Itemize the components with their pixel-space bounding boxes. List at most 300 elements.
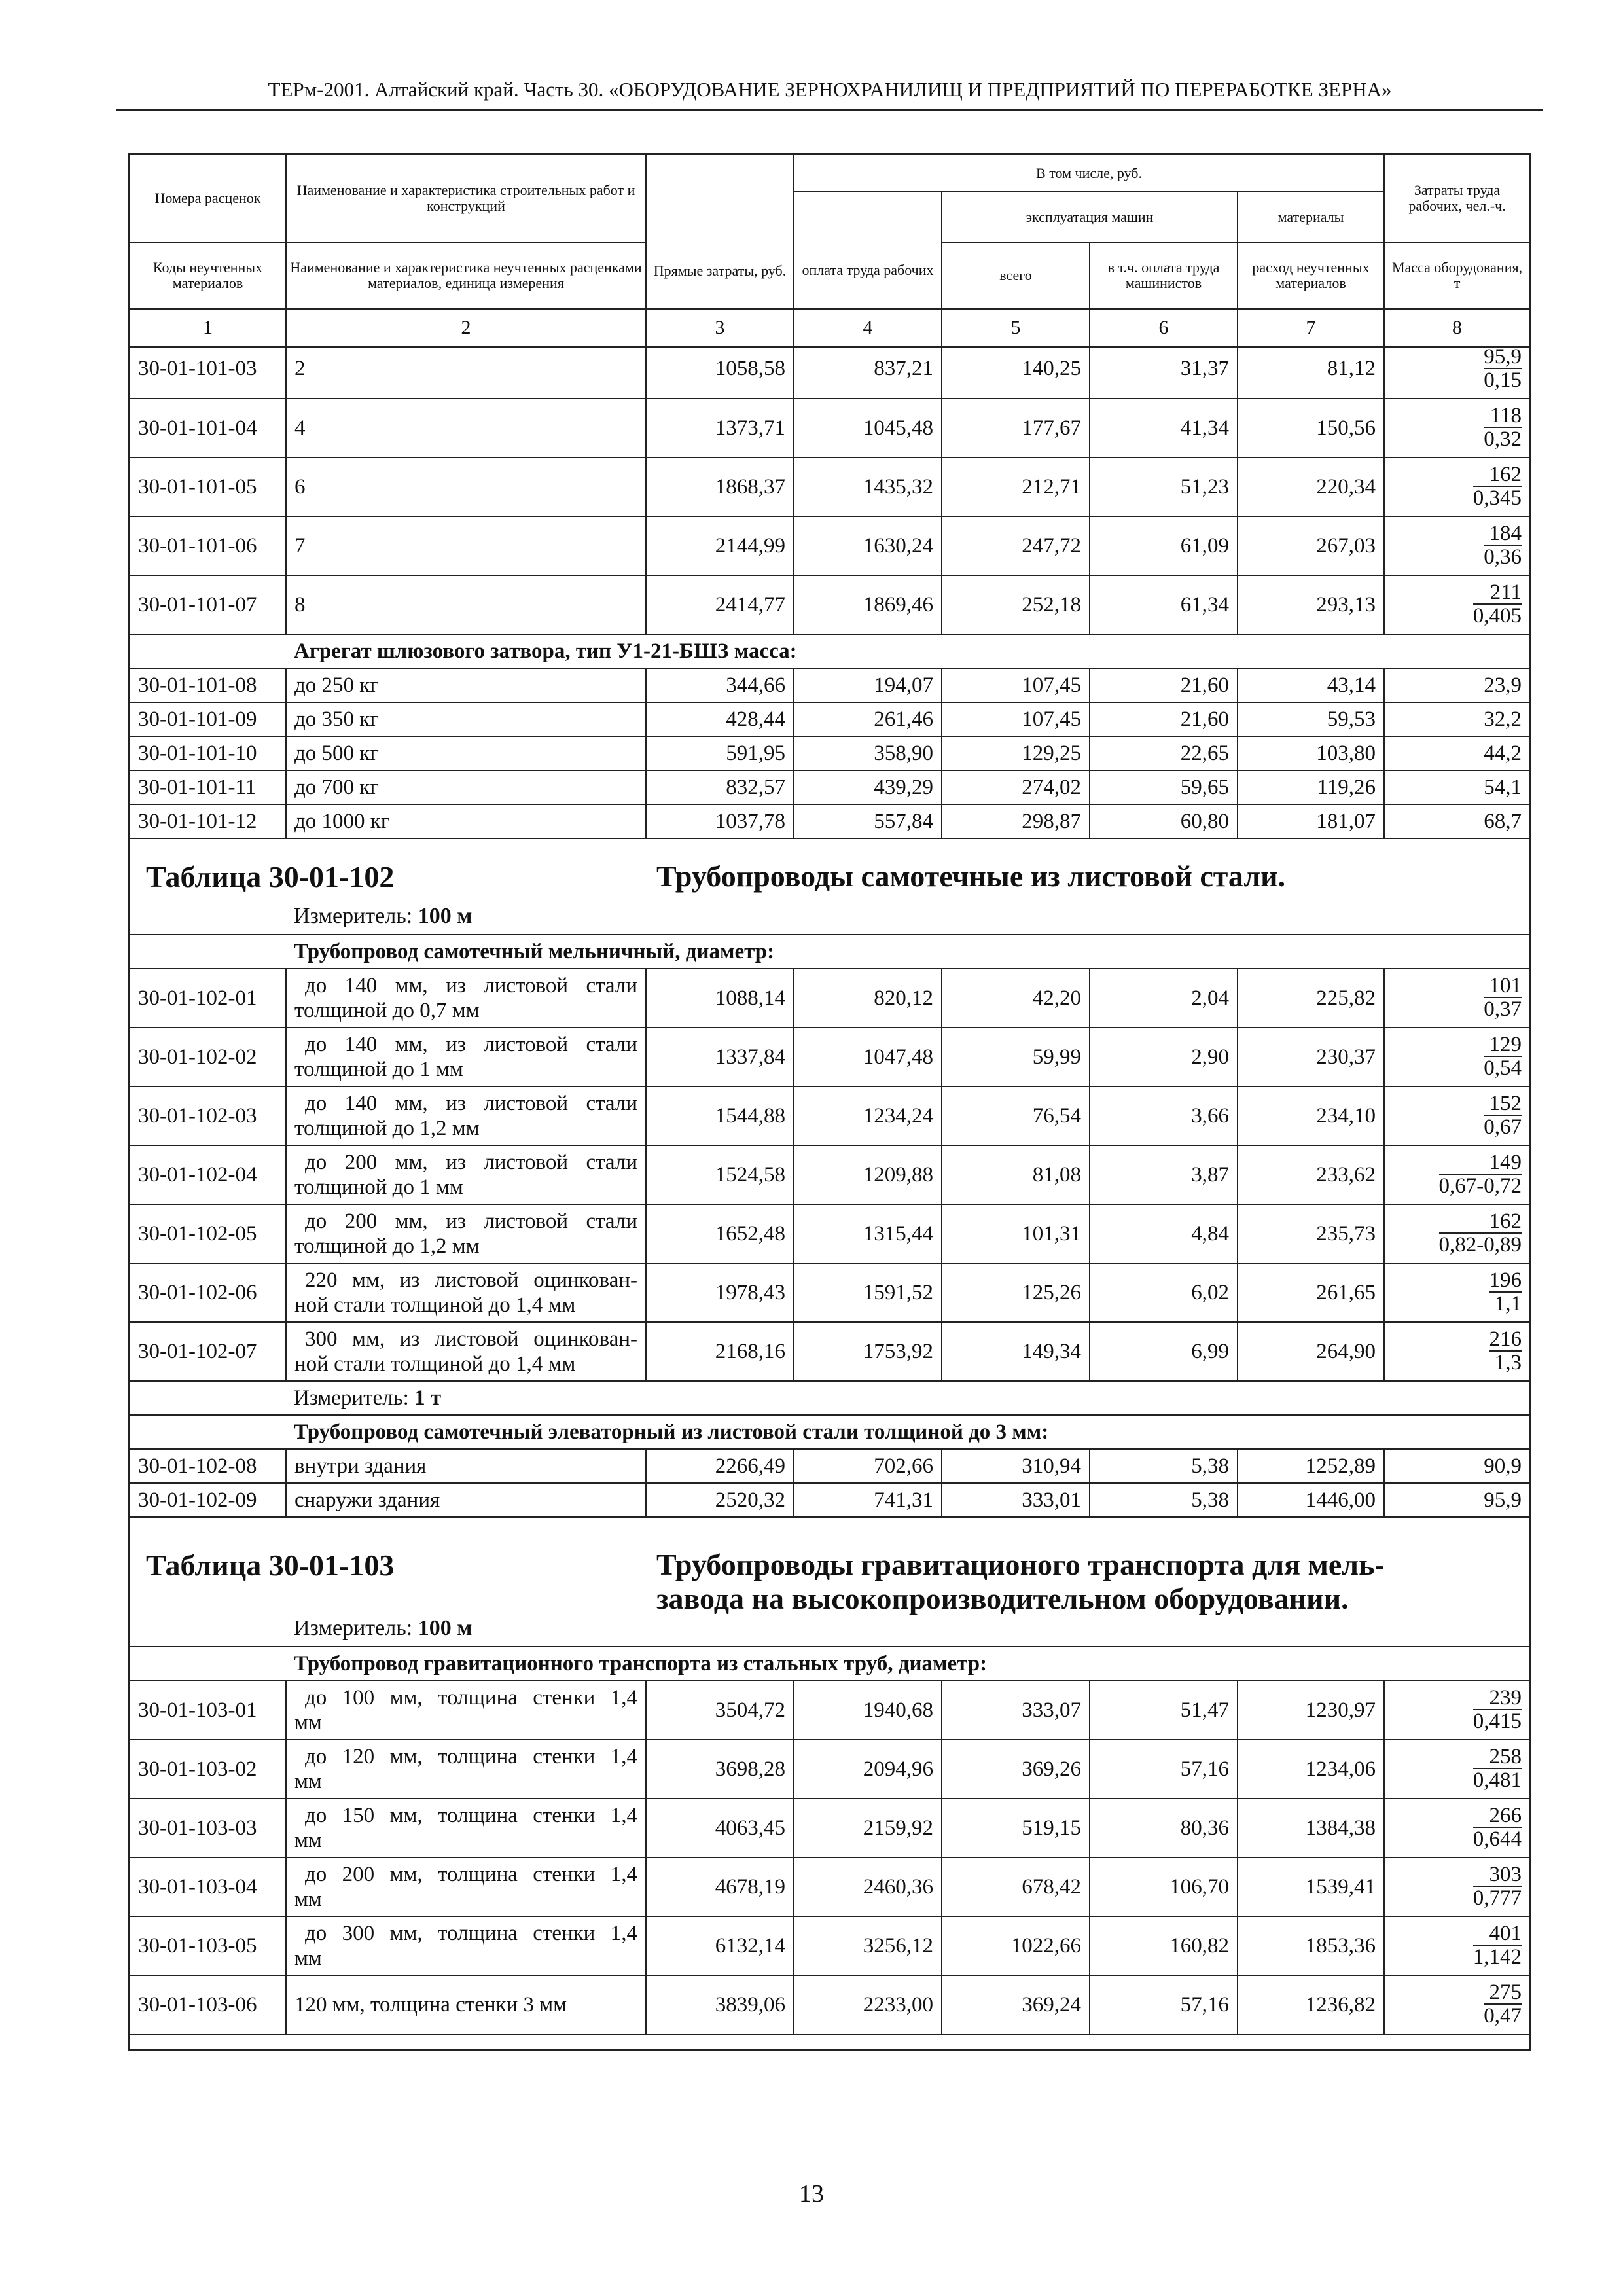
- labor-cost-mass-cell: [1384, 457, 1529, 516]
- table-30-01-101-rows: [130, 340, 1529, 839]
- labor-cost-value: 149: [1439, 1151, 1522, 1175]
- direct-cost-cell: 344,66: [646, 668, 794, 702]
- labor-cost-mass-cell: [1384, 1975, 1529, 2034]
- work-name-cell: [286, 1916, 646, 1975]
- labor-cost-value: 266: [1473, 1804, 1522, 1828]
- work-name-line: до 140 мм, из листовой стали: [305, 1033, 637, 1056]
- machines-total-cell: 369,24: [942, 1975, 1090, 2034]
- measure-label: Измеритель:: [294, 1616, 413, 1640]
- machinist-pay-cell: 5,38: [1090, 1449, 1238, 1483]
- labor-cost-mass-cell: [1384, 1916, 1529, 1975]
- labor-cost-value: 196: [1489, 1268, 1522, 1292]
- machinist-pay-cell: 160,82: [1090, 1916, 1238, 1975]
- table-row: [130, 1086, 1529, 1145]
- col-code-header: Номера расценок: [130, 155, 286, 242]
- machinist-pay-cell: 80,36: [1090, 1799, 1238, 1857]
- table-row: [130, 1975, 1529, 2034]
- col-number: 3: [646, 309, 794, 347]
- direct-cost-cell: 1037,78: [646, 804, 794, 838]
- rate-code-cell: 30-01-101-10: [130, 736, 286, 770]
- measure-label: Измеритель:: [294, 1386, 409, 1410]
- mass-value: 0,405: [1472, 604, 1522, 628]
- work-name-cell: до 700 кг: [286, 770, 646, 804]
- labor-pay-cell: 2094,96: [794, 1740, 942, 1799]
- work-name-cell: 120 мм, толщина стенки 3 мм: [286, 1975, 646, 2034]
- fraction-value: [1484, 346, 1522, 391]
- direct-cost-cell: 2414,77: [646, 575, 794, 634]
- machines-total-cell: 1022,66: [942, 1916, 1090, 1975]
- rate-code-cell: 30-01-103-06: [130, 1975, 286, 2034]
- fraction-value: [1484, 1092, 1522, 1138]
- work-name-line: мм: [294, 1770, 322, 1793]
- direct-cost-cell: 4678,19: [646, 1857, 794, 1916]
- table-row: [130, 935, 1529, 969]
- mass-value: 0,82-0,89: [1438, 1233, 1522, 1257]
- labor-cost-mass-cell: [1384, 1145, 1529, 1204]
- direct-cost-cell: 1652,48: [646, 1204, 794, 1263]
- work-name-line: мм: [294, 1946, 322, 1970]
- machinist-pay-cell: 5,38: [1090, 1483, 1238, 1517]
- direct-cost-cell: 832,57: [646, 770, 794, 804]
- materials-cell: 1446,00: [1238, 1483, 1384, 1517]
- rate-code-cell: 30-01-103-05: [130, 1916, 286, 1975]
- direct-cost-cell: 2168,16: [646, 1322, 794, 1381]
- fraction-value: [1439, 1210, 1522, 1256]
- labor-cost-cell: 23,9: [1384, 668, 1529, 702]
- labor-pay-cell: 1591,52: [794, 1263, 942, 1322]
- work-name-cell: до 500 кг: [286, 736, 646, 770]
- machinist-pay-cell: 51,23: [1090, 457, 1238, 516]
- labor-pay-cell: 1047,48: [794, 1028, 942, 1086]
- labor-pay-cell: 439,29: [794, 770, 942, 804]
- work-name-line: ной стали толщиной до 1,4 мм: [294, 1352, 576, 1376]
- mass-value: 1,142: [1472, 1945, 1522, 1969]
- rate-code-cell: 30-01-103-02: [130, 1740, 286, 1799]
- labor-cost-mass-cell: [1384, 1740, 1529, 1799]
- materials-cell: 1853,36: [1238, 1916, 1384, 1975]
- labor-cost-cell: 90,9: [1384, 1449, 1529, 1483]
- machinist-pay-cell: 31,37: [1090, 340, 1238, 399]
- measure-unit: [294, 904, 472, 929]
- measure-label: Измеритель:: [294, 904, 413, 928]
- col-name-header: Наименование и характеристика строительных работ и конструкций: [286, 155, 646, 242]
- materials-cell: 81,12: [1238, 340, 1384, 399]
- measure-value: 1 т: [414, 1386, 442, 1410]
- page-header: ТЕРм-2001. Алтайский край. Часть 30. «ОБОРУДОВАНИЕ ЗЕРНОХРАНИЛИЩ И ПРЕДПРИЯТИЙ ПО ПЕРЕРАБОТКЕ ЗЕРНА»: [116, 71, 1543, 111]
- fraction-value: [1489, 1269, 1522, 1315]
- machines-total-cell: 101,31: [942, 1204, 1090, 1263]
- machinist-pay-cell: 61,09: [1090, 516, 1238, 575]
- labor-cost-value: 152: [1484, 1092, 1522, 1116]
- labor-pay-cell: 194,07: [794, 668, 942, 702]
- rate-code-cell: 30-01-101-05: [130, 457, 286, 516]
- rate-code-cell: 30-01-102-08: [130, 1449, 286, 1483]
- labor-cost-mass-cell: [1384, 969, 1529, 1028]
- work-name-cell: [286, 1857, 646, 1916]
- work-name-line: 300 мм, из листовой оцинкован-: [305, 1327, 637, 1351]
- labor-cost-mass-cell: [1384, 1204, 1529, 1263]
- machines-total-cell: 107,45: [942, 668, 1090, 702]
- direct-cost-cell: 1868,37: [646, 457, 794, 516]
- rate-code-cell: 30-01-102-03: [130, 1086, 286, 1145]
- labor-cost-value: 95,9: [1484, 344, 1522, 368]
- labor-cost-mass-cell: [1384, 1028, 1529, 1086]
- work-name-cell: [286, 1263, 646, 1322]
- materials-cell: 225,82: [1238, 969, 1384, 1028]
- col-labor-header: [794, 192, 942, 309]
- rate-code-cell: 30-01-102-09: [130, 1483, 286, 1517]
- labor-pay-cell: 820,12: [794, 969, 942, 1028]
- work-name-line: до 140 мм, из листовой стали: [305, 1092, 637, 1115]
- machines-total-cell: 59,99: [942, 1028, 1090, 1086]
- rate-code-cell: 30-01-101-09: [130, 702, 286, 736]
- section-spacer-cell: [130, 634, 286, 668]
- work-name-line: толщиной до 1,2 мм: [294, 1234, 480, 1258]
- machines-total-cell: 81,08: [942, 1145, 1090, 1204]
- section-title: Трубопровод гравитационного транспорта из стальных труб, диаметр:: [286, 1647, 1529, 1681]
- table-row: [130, 770, 1529, 804]
- col-number: 8: [1384, 309, 1529, 347]
- machinist-pay-cell: 59,65: [1090, 770, 1238, 804]
- col-labor-label: оплата труда рабочих: [802, 261, 934, 278]
- work-name-cell: [286, 1086, 646, 1145]
- mass-value: 0,67: [1484, 1115, 1522, 1139]
- col-materials-header: материалы: [1238, 192, 1384, 242]
- table-row: [130, 1916, 1529, 1975]
- materials-cell: 220,34: [1238, 457, 1384, 516]
- col-incl-header: В том числе, руб.: [794, 155, 1384, 192]
- fraction-value: [1473, 1922, 1522, 1968]
- direct-cost-cell: 1373,71: [646, 399, 794, 457]
- direct-cost-cell: 4063,45: [646, 1799, 794, 1857]
- mass-value: 0,15: [1484, 368, 1522, 392]
- fraction-value: [1473, 1863, 1522, 1909]
- section-title: Трубопровод самотечный мельничный, диаметр:: [286, 935, 1529, 969]
- mass-value: 0,36: [1484, 545, 1522, 569]
- direct-cost-cell: 1544,88: [646, 1086, 794, 1145]
- labor-cost-value: 239: [1473, 1687, 1522, 1710]
- machines-total-cell: 149,34: [942, 1322, 1090, 1381]
- labor-pay-cell: 1630,24: [794, 516, 942, 575]
- machines-total-cell: 76,54: [942, 1086, 1090, 1145]
- work-name-cell: до 250 кг: [286, 668, 646, 702]
- labor-pay-cell: 1869,46: [794, 575, 942, 634]
- labor-cost-mass-cell: [1384, 1263, 1529, 1322]
- direct-cost-cell: 2266,49: [646, 1449, 794, 1483]
- rate-code-cell: 30-01-102-01: [130, 969, 286, 1028]
- machines-total-cell: 42,20: [942, 969, 1090, 1028]
- machinist-pay-cell: 3,66: [1090, 1086, 1238, 1145]
- table-title: [656, 1548, 1385, 1616]
- labor-pay-cell: 1234,24: [794, 1086, 942, 1145]
- table-row: [130, 1322, 1529, 1381]
- table-row: [130, 668, 1529, 702]
- col-machines-header: эксплуатация машин: [942, 192, 1238, 242]
- mass-value: 0,32: [1484, 427, 1522, 451]
- materials-cell: 267,03: [1238, 516, 1384, 575]
- col-number: 4: [794, 309, 942, 347]
- labor-pay-cell: 1045,48: [794, 399, 942, 457]
- labor-pay-cell: 2233,00: [794, 1975, 942, 2034]
- table-row: [130, 1204, 1529, 1263]
- labor-pay-cell: 741,31: [794, 1483, 942, 1517]
- materials-cell: 43,14: [1238, 668, 1384, 702]
- materials-cell: 230,37: [1238, 1028, 1384, 1086]
- machines-total-cell: 678,42: [942, 1857, 1090, 1916]
- labor-pay-cell: 837,21: [794, 340, 942, 399]
- work-name-cell: [286, 1799, 646, 1857]
- table-row: [130, 575, 1529, 634]
- table-row: [130, 1483, 1529, 1517]
- machines-total-cell: 247,72: [942, 516, 1090, 575]
- machines-total-cell: 298,87: [942, 804, 1090, 838]
- work-name-cell: внутри здания: [286, 1449, 646, 1483]
- table-row: [130, 1857, 1529, 1916]
- mass-value: 0,47: [1484, 2004, 1522, 2028]
- labor-pay-cell: 1315,44: [794, 1204, 942, 1263]
- col-name2-header: Наименование и характеристика неучтенных расценками материалов, единица измерения: [286, 242, 646, 309]
- col-direct-label: Прямые затраты, руб.: [653, 262, 787, 279]
- table-row: [130, 1740, 1529, 1799]
- materials-cell: 1236,82: [1238, 1975, 1384, 2034]
- fraction-value: [1439, 1151, 1522, 1197]
- materials-cell: 233,62: [1238, 1145, 1384, 1204]
- fraction-value: [1484, 404, 1522, 450]
- materials-cell: 181,07: [1238, 804, 1384, 838]
- direct-cost-cell: 3698,28: [646, 1740, 794, 1799]
- col-direct-header: [646, 155, 794, 309]
- work-name-line: до 150 мм, толщина стенки 1,4: [305, 1804, 637, 1827]
- labor-cost-mass-cell: [1384, 1681, 1529, 1740]
- rate-code-cell: 30-01-101-06: [130, 516, 286, 575]
- col-mach-labor-header: в т.ч. оплата труда машинистов: [1090, 242, 1238, 309]
- work-name-line: до 200 мм, из листовой стали: [305, 1151, 637, 1174]
- work-name-line: до 200 мм, из листовой стали: [305, 1210, 637, 1233]
- rates-document-frame: [128, 153, 1531, 2051]
- labor-cost-mass-cell: [1384, 1322, 1529, 1381]
- work-name-line: до 300 мм, толщина стенки 1,4: [305, 1922, 637, 1945]
- table-row: [130, 969, 1529, 1028]
- labor-cost-value: 129: [1484, 1033, 1522, 1057]
- direct-cost-cell: 3504,72: [646, 1681, 794, 1740]
- direct-cost-cell: 1058,58: [646, 340, 794, 399]
- machines-total-cell: 333,01: [942, 1483, 1090, 1517]
- section-spacer-cell: [130, 1647, 286, 1681]
- labor-pay-cell: 358,90: [794, 736, 942, 770]
- col-total-header: всего: [942, 242, 1090, 309]
- fraction-value: [1473, 1804, 1522, 1850]
- work-name-cell: до 350 кг: [286, 702, 646, 736]
- direct-cost-cell: 1337,84: [646, 1028, 794, 1086]
- materials-cell: 59,53: [1238, 702, 1384, 736]
- rate-code-cell: 30-01-103-03: [130, 1799, 286, 1857]
- materials-cell: 1230,97: [1238, 1681, 1384, 1740]
- work-name-line: до 120 мм, толщина стенки 1,4: [305, 1745, 637, 1768]
- work-name-cell: [286, 1204, 646, 1263]
- work-name-cell: [286, 1740, 646, 1799]
- table-row: [130, 516, 1529, 575]
- work-name-line: мм: [294, 1888, 322, 1911]
- work-name-cell: 2: [286, 340, 646, 399]
- direct-cost-cell: 1978,43: [646, 1263, 794, 1322]
- table-title: Трубопроводы самотечные из листовой стали.: [656, 859, 1286, 893]
- machinist-pay-cell: 4,84: [1090, 1204, 1238, 1263]
- machinist-pay-cell: 6,02: [1090, 1263, 1238, 1322]
- table-title-line: завода на высокопроизводительном оборудовании.: [656, 1582, 1349, 1615]
- work-name-line: 220 мм, из листовой оцинкован-: [305, 1268, 637, 1292]
- section-title: Агрегат шлюзового затвора, тип У1-21-БШЗ масса:: [286, 634, 1529, 668]
- work-name-line: мм: [294, 1829, 322, 1852]
- mass-value: 1,1: [1494, 1292, 1522, 1316]
- work-name-cell: [286, 1681, 646, 1740]
- labor-pay-cell: 1940,68: [794, 1681, 942, 1740]
- machines-total-cell: 212,71: [942, 457, 1090, 516]
- labor-pay-cell: 2159,92: [794, 1799, 942, 1857]
- work-name-cell: 4: [286, 399, 646, 457]
- fraction-value: [1484, 975, 1522, 1020]
- machinist-pay-cell: 22,65: [1090, 736, 1238, 770]
- labor-cost-value: 216: [1489, 1327, 1522, 1351]
- direct-cost-cell: 428,44: [646, 702, 794, 736]
- machines-total-cell: 310,94: [942, 1449, 1090, 1483]
- labor-cost-mass-cell: [1384, 575, 1529, 634]
- labor-cost-value: 101: [1484, 975, 1522, 998]
- work-name-cell: до 1000 кг: [286, 804, 646, 838]
- machinist-pay-cell: 2,90: [1090, 1028, 1238, 1086]
- fraction-value: [1489, 1328, 1522, 1374]
- machinist-pay-cell: 51,47: [1090, 1681, 1238, 1740]
- materials-cell: 235,73: [1238, 1204, 1384, 1263]
- labor-cost-cell: 95,9: [1384, 1483, 1529, 1517]
- mass-value: 0,415: [1472, 1710, 1522, 1733]
- labor-cost-value: 184: [1484, 522, 1522, 546]
- machinist-pay-cell: 57,16: [1090, 1740, 1238, 1799]
- rate-code-cell: 30-01-101-12: [130, 804, 286, 838]
- machinist-pay-cell: 2,04: [1090, 969, 1238, 1028]
- table-number: Таблица 30-01-103: [146, 1549, 395, 1582]
- direct-cost-cell: 2144,99: [646, 516, 794, 575]
- materials-cell: 119,26: [1238, 770, 1384, 804]
- direct-cost-cell: 1088,14: [646, 969, 794, 1028]
- table-row: [130, 1799, 1529, 1857]
- materials-cell: 1539,41: [1238, 1857, 1384, 1916]
- table-row: [130, 1449, 1529, 1483]
- section-title: Трубопровод самотечный элеваторный из листовой стали толщиной до 3 мм:: [286, 1415, 1529, 1449]
- mass-value: 0,644: [1472, 1827, 1522, 1851]
- fraction-value: [1473, 581, 1522, 627]
- rate-code-cell: 30-01-102-02: [130, 1028, 286, 1086]
- labor-cost-mass-cell: [1384, 399, 1529, 457]
- table-row: [130, 457, 1529, 516]
- machines-total-cell: 252,18: [942, 575, 1090, 634]
- work-name-cell: снаружи здания: [286, 1483, 646, 1517]
- rate-code-cell: 30-01-103-01: [130, 1681, 286, 1740]
- mass-value: 0,54: [1484, 1056, 1522, 1080]
- col-number: 7: [1238, 309, 1384, 347]
- work-name-cell: 7: [286, 516, 646, 575]
- work-name-line: толщиной до 1 мм: [294, 1175, 463, 1199]
- table-30-01-102-rows: [130, 934, 1529, 1518]
- col-number: 2: [286, 309, 646, 347]
- table-row: [130, 1028, 1529, 1086]
- labor-cost-value: 275: [1484, 1981, 1522, 2005]
- table-30-01-103-rows: [130, 1646, 1529, 2035]
- labor-pay-cell: 1435,32: [794, 457, 942, 516]
- materials-cell: 103,80: [1238, 736, 1384, 770]
- materials-cell: 1234,06: [1238, 1740, 1384, 1799]
- machines-total-cell: 140,25: [942, 340, 1090, 399]
- materials-cell: 1384,38: [1238, 1799, 1384, 1857]
- labor-cost-value: 303: [1473, 1863, 1522, 1887]
- rate-code-cell: 30-01-102-05: [130, 1204, 286, 1263]
- labor-cost-cell: 68,7: [1384, 804, 1529, 838]
- table-number: Таблица 30-01-102: [146, 860, 395, 893]
- rate-code-cell: 30-01-101-04: [130, 399, 286, 457]
- mass-value: 0,777: [1472, 1886, 1522, 1910]
- labor-pay-cell: 702,66: [794, 1449, 942, 1483]
- table-row: [130, 634, 1529, 668]
- col-code2-header: Коды неучтенных материалов: [130, 242, 286, 309]
- rate-code-cell: 30-01-101-07: [130, 575, 286, 634]
- direct-cost-cell: 2520,32: [646, 1483, 794, 1517]
- work-name-line: ной стали толщиной до 1,4 мм: [294, 1293, 576, 1317]
- machines-total-cell: 129,25: [942, 736, 1090, 770]
- rate-code-cell: 30-01-102-07: [130, 1322, 286, 1381]
- machinist-pay-cell: 60,80: [1090, 804, 1238, 838]
- direct-cost-cell: 6132,14: [646, 1916, 794, 1975]
- col-number: 6: [1090, 309, 1238, 347]
- rate-code-cell: 30-01-102-04: [130, 1145, 286, 1204]
- machines-total-cell: 333,07: [942, 1681, 1090, 1740]
- labor-pay-cell: 557,84: [794, 804, 942, 838]
- col-number: 5: [942, 309, 1090, 347]
- table-row: [130, 399, 1529, 457]
- machines-total-cell: 107,45: [942, 702, 1090, 736]
- work-name-line: до 140 мм, из листовой стали: [305, 974, 637, 997]
- direct-cost-cell: 1524,58: [646, 1145, 794, 1204]
- machinist-pay-cell: 61,34: [1090, 575, 1238, 634]
- labor-cost-mass-cell: [1384, 1086, 1529, 1145]
- machines-total-cell: 519,15: [942, 1799, 1090, 1857]
- machines-total-cell: 177,67: [942, 399, 1090, 457]
- direct-cost-cell: 591,95: [646, 736, 794, 770]
- column-header-table: [130, 155, 1529, 348]
- labor-pay-cell: 261,46: [794, 702, 942, 736]
- mass-value: 0,481: [1472, 1768, 1522, 1792]
- labor-cost-value: 258: [1473, 1746, 1522, 1769]
- work-name-line: толщиной до 1 мм: [294, 1058, 463, 1081]
- table-row: [130, 1381, 1529, 1415]
- work-name-cell: 6: [286, 457, 646, 516]
- labor-cost-cell: 32,2: [1384, 702, 1529, 736]
- section-spacer-cell: [130, 1381, 286, 1415]
- fraction-value: [1473, 1687, 1522, 1732]
- fraction-value: [1484, 522, 1522, 568]
- work-name-cell: [286, 1145, 646, 1204]
- table-row: [130, 1681, 1529, 1740]
- rate-code-cell: 30-01-101-08: [130, 668, 286, 702]
- table-row: [130, 736, 1529, 770]
- rate-code-cell: 30-01-101-03: [130, 340, 286, 399]
- work-name-cell: [286, 969, 646, 1028]
- table-row: [130, 1145, 1529, 1204]
- work-name-line: толщиной до 0,7 мм: [294, 999, 480, 1022]
- mass-value: 0,37: [1484, 997, 1522, 1021]
- work-name-line: до 100 мм, толщина стенки 1,4: [305, 1686, 637, 1710]
- direct-cost-cell: 3839,06: [646, 1975, 794, 2034]
- work-name-cell: 8: [286, 575, 646, 634]
- work-name-line: мм: [294, 1711, 322, 1734]
